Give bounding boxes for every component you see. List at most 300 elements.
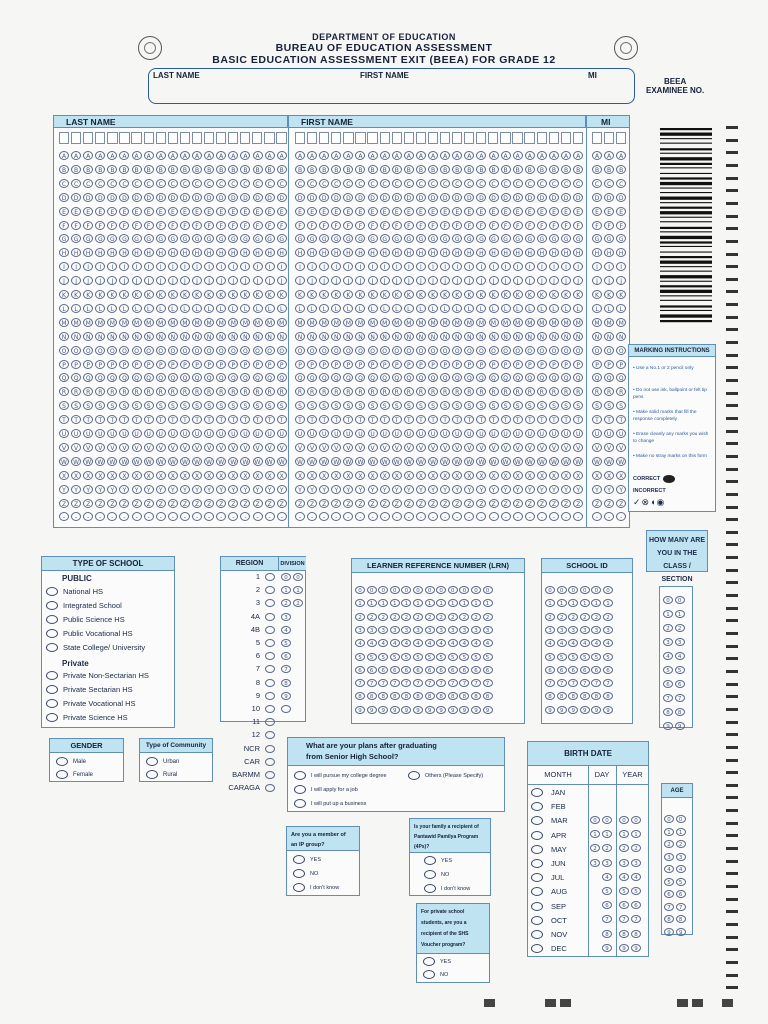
name-letter-bubble[interactable]: Z [95, 499, 105, 508]
name-letter-bubble[interactable]: P [573, 360, 583, 369]
digit-bubble[interactable]: 7 [367, 679, 377, 687]
name-letter-bubble[interactable]: O [561, 346, 571, 355]
private-school-option[interactable] [46, 699, 136, 708]
digit-bubble[interactable]: 6 [355, 666, 365, 674]
name-letter-bubble[interactable]: V [144, 443, 154, 452]
name-letter-bubble[interactable]: Y [368, 485, 378, 494]
name-letter-bubble[interactable]: W [132, 457, 142, 466]
digit-bubble[interactable]: 3 [401, 626, 411, 634]
name-letter-bubble[interactable]: F [180, 221, 190, 230]
name-entry-cell[interactable] [561, 132, 571, 144]
plan-others-option[interactable] [408, 771, 483, 780]
digit-bubble[interactable]: 3 [591, 626, 601, 634]
name-letter-bubble[interactable]: A [489, 151, 499, 160]
digit-bubble[interactable]: 8 [448, 692, 458, 700]
name-letter-bubble[interactable]: Q [192, 373, 202, 382]
name-letter-bubble[interactable]: P [192, 360, 202, 369]
name-letter-bubble[interactable]: W [144, 457, 154, 466]
name-letter-bubble[interactable]: E [416, 207, 426, 216]
name-letter-bubble[interactable]: Y [204, 485, 214, 494]
name-letter-bubble[interactable]: T [307, 415, 317, 424]
name-letter-bubble[interactable]: N [549, 332, 559, 341]
name-letter-bubble[interactable]: T [355, 415, 365, 424]
name-letter-bubble[interactable]: T [156, 415, 166, 424]
name-letter-bubble[interactable]: R [452, 387, 462, 396]
name-letter-bubble[interactable]: P [561, 360, 571, 369]
name-letter-bubble[interactable]: E [192, 207, 202, 216]
name-letter-bubble[interactable]: S [59, 401, 69, 410]
name-entry-row-last[interactable] [59, 132, 288, 144]
name-letter-bubble[interactable]: K [319, 290, 329, 299]
name-letter-bubble[interactable]: C [83, 179, 93, 188]
digit-bubble[interactable]: 4 [483, 639, 493, 647]
name-letter-bubble[interactable]: F [253, 221, 263, 230]
region-bubble[interactable] [265, 745, 275, 753]
name-letter-bubble[interactable]: M [144, 318, 154, 327]
name-letter-bubble[interactable]: D [277, 193, 287, 202]
name-letter-bubble[interactable]: C [132, 179, 142, 188]
name-letter-bubble[interactable]: T [513, 415, 523, 424]
digit-bubble[interactable]: 2 [390, 613, 400, 621]
name-letter-bubble[interactable]: Q [319, 373, 329, 382]
digit-bubble[interactable]: 6 [483, 666, 493, 674]
name-letter-bubble[interactable]: T [549, 415, 559, 424]
name-letter-bubble[interactable]: H [71, 248, 81, 257]
name-letter-bubble[interactable]: K [416, 290, 426, 299]
name-letter-bubble[interactable]: A [95, 151, 105, 160]
name-letter-bubble[interactable]: G [525, 234, 535, 243]
name-letter-bubble[interactable]: P [440, 360, 450, 369]
region-bubble[interactable] [265, 758, 275, 766]
digit-bubble[interactable]: 2 [483, 613, 493, 621]
name-letter-bubble[interactable]: - [295, 512, 305, 521]
name-letter-bubble[interactable]: X [416, 471, 426, 480]
name-letter-bubble[interactable]: G [616, 234, 626, 243]
name-letter-bubble[interactable]: - [319, 512, 329, 521]
name-letter-bubble[interactable]: M [464, 318, 474, 327]
name-letter-bubble[interactable]: W [501, 457, 511, 466]
name-letter-bubble[interactable]: U [513, 429, 523, 438]
digit-bubble[interactable]: 8 [425, 692, 435, 700]
name-letter-bubble[interactable]: M [476, 318, 486, 327]
name-letter-bubble[interactable]: Q [392, 373, 402, 382]
name-letter-bubble[interactable]: C [192, 179, 202, 188]
name-letter-bubble[interactable]: H [216, 248, 226, 257]
name-letter-bubble[interactable]: T [616, 415, 626, 424]
name-letter-bubble[interactable]: F [525, 221, 535, 230]
name-letter-bubble[interactable]: C [144, 179, 154, 188]
name-letter-bubble[interactable]: C [440, 179, 450, 188]
name-letter-bubble[interactable]: H [83, 248, 93, 257]
name-letter-bubble[interactable]: R [253, 387, 263, 396]
name-letter-bubble[interactable]: H [144, 248, 154, 257]
name-letter-bubble[interactable]: G [180, 234, 190, 243]
digit-bubble[interactable]: 5 [591, 653, 601, 661]
name-letter-bubble[interactable]: J [156, 276, 166, 285]
name-letter-bubble[interactable]: H [513, 248, 523, 257]
name-letter-bubble[interactable]: D [132, 193, 142, 202]
digit-bubble[interactable]: 3 [459, 626, 469, 634]
name-letter-bubble[interactable]: F [573, 221, 583, 230]
digit-bubble[interactable]: 0 [568, 586, 578, 594]
class-size-digit-bubble[interactable]: 1 [663, 610, 673, 618]
name-letter-bubble[interactable]: X [489, 471, 499, 480]
name-letter-bubble[interactable]: N [192, 332, 202, 341]
name-letter-bubble[interactable]: W [513, 457, 523, 466]
name-letter-bubble[interactable]: J [464, 276, 474, 285]
name-letter-bubble[interactable]: Y [428, 485, 438, 494]
name-letter-bubble[interactable]: N [380, 332, 390, 341]
day-year-bubble[interactable]: 3 [590, 859, 600, 867]
name-letter-bubble[interactable]: G [404, 234, 414, 243]
name-letter-bubble[interactable]: L [307, 304, 317, 313]
name-letter-bubble[interactable]: Q [440, 373, 450, 382]
name-letter-bubble[interactable]: Y [295, 485, 305, 494]
name-letter-bubble[interactable]: Z [476, 499, 486, 508]
name-letter-bubble[interactable]: S [240, 401, 250, 410]
digit-bubble[interactable]: 0 [367, 586, 377, 594]
name-letter-bubble[interactable]: V [180, 443, 190, 452]
name-letter-bubble[interactable]: X [204, 471, 214, 480]
name-letter-bubble[interactable]: N [604, 332, 614, 341]
digit-bubble[interactable]: 0 [448, 586, 458, 594]
name-letter-bubble[interactable]: R [216, 387, 226, 396]
name-letter-bubble[interactable]: D [319, 193, 329, 202]
name-letter-bubble[interactable]: M [561, 318, 571, 327]
name-letter-bubble[interactable]: I [343, 262, 353, 271]
digit-bubble[interactable]: 4 [557, 639, 567, 647]
name-letter-bubble[interactable]: W [156, 457, 166, 466]
name-letter-bubble[interactable]: A [525, 151, 535, 160]
name-letter-bubble[interactable]: D [416, 193, 426, 202]
name-letter-bubble[interactable]: N [107, 332, 117, 341]
name-letter-bubble[interactable]: J [368, 276, 378, 285]
name-letter-bubble[interactable]: B [331, 165, 341, 174]
name-letter-bubble[interactable]: S [95, 401, 105, 410]
name-letter-bubble[interactable]: X [343, 471, 353, 480]
name-letter-bubble[interactable]: T [253, 415, 263, 424]
day-year-bubble[interactable]: 9 [631, 944, 641, 952]
digit-bubble[interactable]: 8 [591, 692, 601, 700]
name-letter-bubble[interactable]: - [489, 512, 499, 521]
division-bubble[interactable]: 1 [281, 586, 291, 594]
day-year-bubble[interactable]: 2 [631, 844, 641, 852]
name-letter-bubble[interactable]: G [295, 234, 305, 243]
name-letter-bubble[interactable]: I [107, 262, 117, 271]
name-letter-bubble[interactable]: M [265, 318, 275, 327]
name-letter-bubble[interactable]: W [240, 457, 250, 466]
digit-bubble[interactable]: 1 [459, 599, 469, 607]
name-letter-bubble[interactable]: J [416, 276, 426, 285]
name-letter-bubble[interactable]: K [144, 290, 154, 299]
name-letter-bubble[interactable]: J [537, 276, 547, 285]
class-size-digit-bubble[interactable]: 0 [675, 596, 685, 604]
digit-bubble[interactable]: 0 [425, 586, 435, 594]
name-letter-bubble[interactable]: P [295, 360, 305, 369]
name-letter-bubble[interactable]: R [392, 387, 402, 396]
name-letter-bubble[interactable]: T [107, 415, 117, 424]
name-letter-bubble[interactable]: I [525, 262, 535, 271]
name-letter-bubble[interactable]: O [265, 346, 275, 355]
name-letter-bubble[interactable]: O [83, 346, 93, 355]
name-letter-bubble[interactable]: M [355, 318, 365, 327]
digit-bubble[interactable]: 8 [580, 692, 590, 700]
name-letter-bubble[interactable]: O [319, 346, 329, 355]
name-letter-bubble[interactable]: X [476, 471, 486, 480]
age-digit-bubble[interactable]: 6 [664, 890, 674, 898]
digit-bubble[interactable]: 2 [471, 613, 481, 621]
name-letter-bubble[interactable]: W [616, 457, 626, 466]
name-letter-bubble[interactable]: C [573, 179, 583, 188]
name-letter-bubble[interactable]: V [392, 443, 402, 452]
digit-bubble[interactable]: 7 [591, 679, 601, 687]
name-letter-bubble[interactable]: G [107, 234, 117, 243]
name-letter-bubble[interactable]: V [416, 443, 426, 452]
name-letter-bubble[interactable]: U [295, 429, 305, 438]
digit-bubble[interactable]: 2 [545, 613, 555, 621]
digit-bubble[interactable]: 9 [603, 706, 613, 714]
name-letter-bubble[interactable]: B [265, 165, 275, 174]
name-letter-bubble[interactable]: N [416, 332, 426, 341]
name-letter-bubble[interactable]: Z [604, 499, 614, 508]
name-letter-bubble[interactable]: K [452, 290, 462, 299]
name-letter-bubble[interactable]: O [192, 346, 202, 355]
name-letter-bubble[interactable]: B [216, 165, 226, 174]
name-letter-bubble[interactable]: V [253, 443, 263, 452]
name-letter-bubble[interactable]: - [331, 512, 341, 521]
digit-bubble[interactable]: 6 [448, 666, 458, 674]
name-letter-bubble[interactable]: H [616, 248, 626, 257]
name-letter-bubble[interactable]: K [192, 290, 202, 299]
name-letter-bubble[interactable]: I [119, 262, 129, 271]
name-entry-cell[interactable] [604, 132, 614, 144]
name-letter-bubble[interactable]: I [228, 262, 238, 271]
digit-bubble[interactable]: 7 [436, 679, 446, 687]
name-letter-bubble[interactable]: L [95, 304, 105, 313]
name-letter-bubble[interactable]: X [513, 471, 523, 480]
name-letter-bubble[interactable]: G [319, 234, 329, 243]
private-school-option[interactable] [46, 671, 149, 680]
name-letter-bubble[interactable]: V [616, 443, 626, 452]
name-letter-bubble[interactable]: Q [331, 373, 341, 382]
name-letter-bubble[interactable]: J [180, 276, 190, 285]
class-size-digit-bubble[interactable]: 2 [675, 624, 685, 632]
digit-bubble[interactable]: 1 [568, 599, 578, 607]
name-letter-bubble[interactable]: B [119, 165, 129, 174]
name-letter-bubble[interactable]: O [368, 346, 378, 355]
name-letter-bubble[interactable]: C [59, 179, 69, 188]
name-letter-bubble[interactable]: E [132, 207, 142, 216]
name-letter-bubble[interactable]: U [604, 429, 614, 438]
name-letter-bubble[interactable]: R [343, 387, 353, 396]
name-letter-bubble[interactable]: P [83, 360, 93, 369]
name-letter-bubble[interactable]: W [107, 457, 117, 466]
digit-bubble[interactable]: 4 [436, 639, 446, 647]
age-digit-bubble[interactable]: 1 [676, 828, 686, 836]
name-letter-bubble[interactable]: S [295, 401, 305, 410]
name-letter-bubble[interactable]: J [592, 276, 602, 285]
private-school-bubble[interactable] [46, 685, 58, 694]
name-letter-bubble[interactable]: U [428, 429, 438, 438]
name-letter-bubble[interactable]: X [501, 471, 511, 480]
age-digit-bubble[interactable]: 6 [676, 890, 686, 898]
name-letter-bubble[interactable]: Q [277, 373, 287, 382]
name-letter-bubble[interactable]: T [331, 415, 341, 424]
name-letter-bubble[interactable]: W [343, 457, 353, 466]
digit-bubble[interactable]: 5 [425, 653, 435, 661]
name-letter-bubble[interactable]: A [119, 151, 129, 160]
name-letter-bubble[interactable]: I [404, 262, 414, 271]
name-letter-bubble[interactable]: P [168, 360, 178, 369]
name-letter-bubble[interactable]: H [156, 248, 166, 257]
name-letter-bubble[interactable]: S [192, 401, 202, 410]
name-letter-bubble[interactable]: Y [71, 485, 81, 494]
name-letter-bubble[interactable]: M [440, 318, 450, 327]
name-letter-bubble[interactable]: M [501, 318, 511, 327]
name-letter-bubble[interactable]: H [355, 248, 365, 257]
class-size-digit-bubble[interactable]: 9 [663, 722, 673, 730]
name-letter-bubble[interactable]: P [355, 360, 365, 369]
name-letter-bubble[interactable]: T [277, 415, 287, 424]
name-letter-bubble[interactable]: K [156, 290, 166, 299]
name-letter-bubble[interactable]: I [168, 262, 178, 271]
name-letter-bubble[interactable]: Z [295, 499, 305, 508]
name-letter-bubble[interactable]: C [228, 179, 238, 188]
name-letter-bubble[interactable]: J [144, 276, 154, 285]
name-letter-bubble[interactable]: U [180, 429, 190, 438]
name-letter-bubble[interactable]: L [452, 304, 462, 313]
name-letter-bubble[interactable]: P [489, 360, 499, 369]
name-letter-bubble[interactable]: - [561, 512, 571, 521]
name-letter-bubble[interactable]: Z [343, 499, 353, 508]
name-letter-bubble[interactable]: C [307, 179, 317, 188]
name-letter-bubble[interactable]: F [144, 221, 154, 230]
name-letter-bubble[interactable]: V [537, 443, 547, 452]
name-letter-bubble[interactable]: W [95, 457, 105, 466]
name-letter-bubble[interactable]: Z [192, 499, 202, 508]
fourps-no-option[interactable] [424, 870, 449, 879]
name-letter-bubble[interactable]: W [71, 457, 81, 466]
region-bubble[interactable] [265, 771, 275, 779]
name-letter-bubble[interactable]: B [277, 165, 287, 174]
name-letter-bubble[interactable]: F [452, 221, 462, 230]
digit-bubble[interactable]: 8 [471, 692, 481, 700]
digit-bubble[interactable]: 7 [471, 679, 481, 687]
name-letter-bubble[interactable]: Q [592, 373, 602, 382]
name-letter-bubble[interactable]: Z [616, 499, 626, 508]
digit-bubble[interactable]: 5 [378, 653, 388, 661]
name-letter-bubble[interactable]: V [404, 443, 414, 452]
birth-month-bubble[interactable] [531, 831, 543, 840]
name-letter-bubble[interactable]: Z [404, 499, 414, 508]
name-letter-bubble[interactable]: W [452, 457, 462, 466]
name-letter-bubble[interactable]: H [107, 248, 117, 257]
digit-bubble[interactable]: 7 [603, 679, 613, 687]
name-letter-bubble[interactable]: N [331, 332, 341, 341]
name-letter-bubble[interactable]: J [168, 276, 178, 285]
name-letter-bubble[interactable]: W [168, 457, 178, 466]
gender-male-option[interactable] [56, 757, 86, 766]
name-letter-bubble[interactable]: A [537, 151, 547, 160]
digit-bubble[interactable]: 8 [390, 692, 400, 700]
voucher-yes-option[interactable] [423, 957, 451, 966]
digit-bubble[interactable]: 8 [568, 692, 578, 700]
name-letter-bubble[interactable]: X [192, 471, 202, 480]
name-letter-bubble[interactable]: U [440, 429, 450, 438]
name-entry-cell[interactable] [168, 132, 178, 144]
name-letter-bubble[interactable]: M [83, 318, 93, 327]
name-letter-bubble[interactable]: K [107, 290, 117, 299]
name-letter-bubble[interactable]: V [464, 443, 474, 452]
name-letter-bubble[interactable]: A [228, 151, 238, 160]
name-letter-bubble[interactable]: T [204, 415, 214, 424]
division-bubble[interactable]: 8 [281, 679, 291, 687]
name-letter-bubble[interactable]: S [168, 401, 178, 410]
name-letter-bubble[interactable]: Y [440, 485, 450, 494]
region-bubble[interactable] [265, 639, 275, 647]
age-digit-bubble[interactable]: 5 [664, 878, 674, 886]
name-letter-bubble[interactable]: W [180, 457, 190, 466]
name-letter-bubble[interactable]: P [228, 360, 238, 369]
name-letter-bubble[interactable]: H [476, 248, 486, 257]
name-letter-bubble[interactable]: N [216, 332, 226, 341]
digit-bubble[interactable]: 9 [580, 706, 590, 714]
plan-business-bubble[interactable] [294, 799, 306, 808]
name-letter-bubble[interactable]: K [573, 290, 583, 299]
name-letter-bubble[interactable]: R [192, 387, 202, 396]
name-letter-bubble[interactable]: G [307, 234, 317, 243]
name-letter-bubble[interactable]: D [240, 193, 250, 202]
day-year-bubble[interactable]: 3 [631, 859, 641, 867]
name-letter-bubble[interactable]: N [204, 332, 214, 341]
name-letter-bubble[interactable]: B [253, 165, 263, 174]
name-letter-bubble[interactable]: X [307, 471, 317, 480]
name-letter-bubble[interactable]: N [616, 332, 626, 341]
name-letter-bubble[interactable]: L [216, 304, 226, 313]
name-letter-bubble[interactable]: H [549, 248, 559, 257]
name-letter-bubble[interactable]: G [343, 234, 353, 243]
birth-month-option[interactable] [531, 859, 566, 868]
name-letter-bubble[interactable]: M [525, 318, 535, 327]
name-letter-bubble[interactable]: Z [416, 499, 426, 508]
name-letter-bubble[interactable]: J [228, 276, 238, 285]
name-letter-bubble[interactable]: H [180, 248, 190, 257]
name-letter-bubble[interactable]: D [380, 193, 390, 202]
name-letter-bubble[interactable]: S [132, 401, 142, 410]
name-entry-cell[interactable] [500, 132, 510, 144]
name-letter-bubble[interactable]: M [368, 318, 378, 327]
name-letter-bubble[interactable]: J [95, 276, 105, 285]
name-letter-bubble[interactable]: Z [156, 499, 166, 508]
name-letter-bubble[interactable]: C [501, 179, 511, 188]
birth-month-option[interactable] [531, 802, 566, 811]
name-entry-cell[interactable] [95, 132, 105, 144]
digit-bubble[interactable]: 0 [545, 586, 555, 594]
name-entry-cell[interactable] [295, 132, 305, 144]
age-digit-bubble[interactable]: 7 [676, 903, 686, 911]
name-letter-bubble[interactable]: B [501, 165, 511, 174]
age-digit-bubble[interactable]: 3 [676, 853, 686, 861]
digit-bubble[interactable]: 8 [557, 692, 567, 700]
digit-bubble[interactable]: 8 [413, 692, 423, 700]
name-letter-bubble[interactable]: Q [253, 373, 263, 382]
ip-dont-know-bubble[interactable] [293, 883, 305, 892]
digit-bubble[interactable]: 1 [425, 599, 435, 607]
digit-bubble[interactable]: 5 [436, 653, 446, 661]
name-letter-bubble[interactable]: D [561, 193, 571, 202]
name-letter-bubble[interactable]: F [59, 221, 69, 230]
plan-college-option[interactable] [294, 771, 387, 780]
